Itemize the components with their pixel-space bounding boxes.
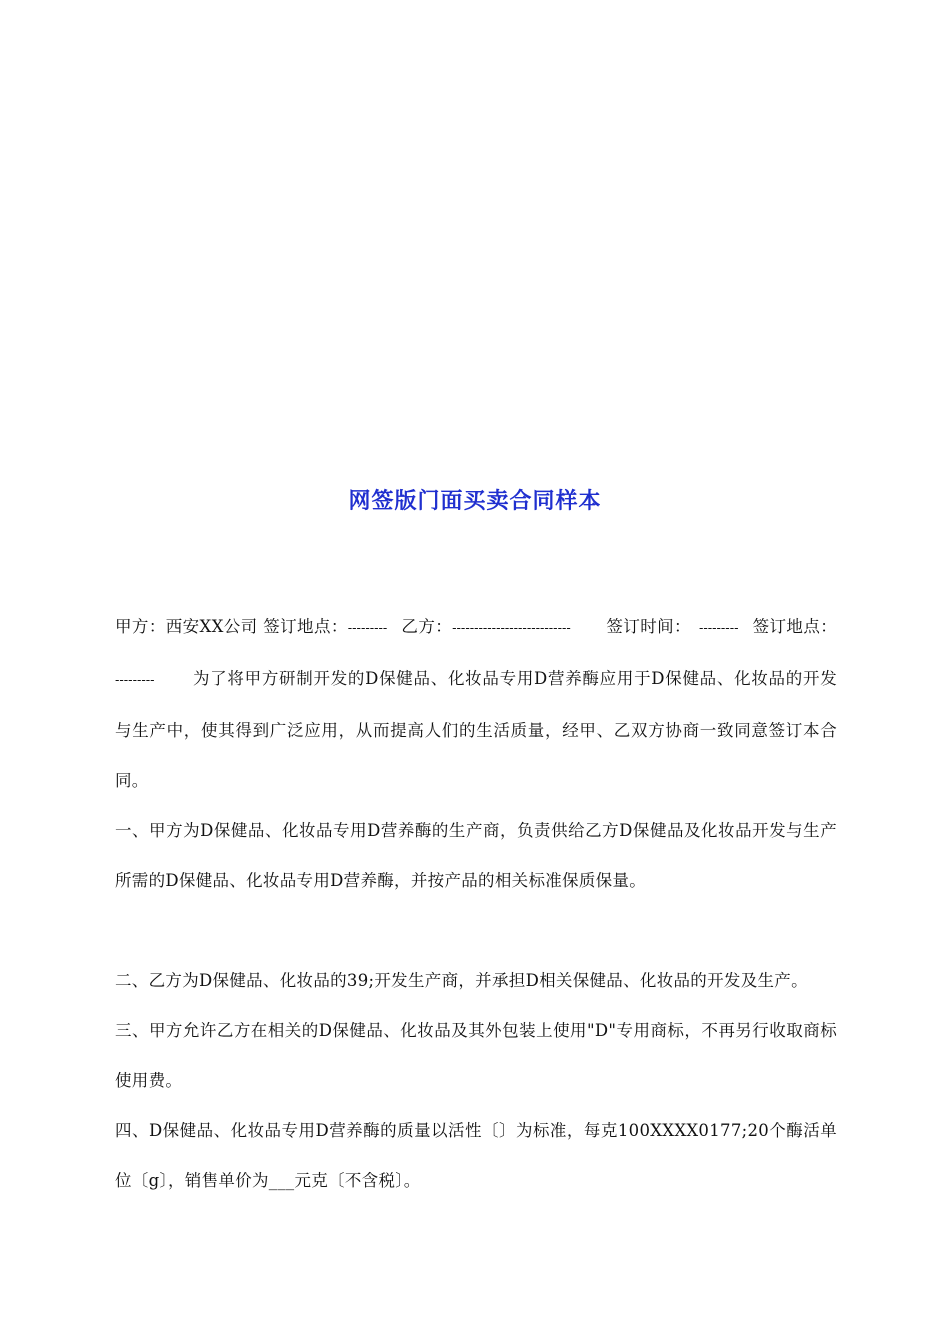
sign-place-blank-1: ---------	[347, 621, 388, 636]
document-body	[115, 602, 837, 1206]
sign-place-blank-2: ---------	[115, 673, 155, 688]
document-title: 网签版门面买卖合同样本	[348, 489, 602, 514]
clause-3: 三、甲方允许乙方在相关的D保健品、化妆品及其外包装上使用"D"专用商标，不再另行收取商标使用费。	[115, 1021, 837, 1090]
clause-1: 一、甲方为D保健品、化妆品专用D营养酶的生产商，负责供给乙方D保健品及化妆品开发与生产所需的D保健品、化妆品专用D营养酶，并按产品的相关标准保质保量。	[115, 821, 837, 890]
party-b-label: 乙方：	[401, 617, 453, 636]
party-a-value: 西安XX公司	[165, 617, 258, 636]
contract-header-paragraph	[115, 602, 837, 806]
sign-place-label-1: 签订地点：	[263, 617, 348, 636]
party-b-blank: ---------------------------	[452, 621, 571, 636]
sign-place-label-2: 签订地点：	[752, 617, 838, 636]
clause-4: 四、D保健品、化妆品专用D营养酶的质量以活性〔〕为标准，每克100XXXX0177;20个酶活单位〔g〕，销售单价为___元克〔不含税〕。	[115, 1121, 837, 1190]
clause-2: 二、乙方为D保健品、化妆品的39;开发生产商，并承担D相关保健品、化妆品的开发及生产。	[115, 971, 808, 990]
sign-time-blank: ---------	[698, 621, 739, 636]
blank-line	[115, 906, 837, 956]
sign-time-label: 签订时间：	[606, 617, 691, 636]
party-a-label: 甲方：	[115, 617, 166, 636]
intro-text: 为了将甲方研制开发的D保健品、化妆品专用D营养酶应用于D保健品、化妆品的开发与生产中，使其得到广泛应用，从而提高人们的生活质量，经甲、乙双方协商一致同意签订本合同。	[115, 669, 837, 790]
